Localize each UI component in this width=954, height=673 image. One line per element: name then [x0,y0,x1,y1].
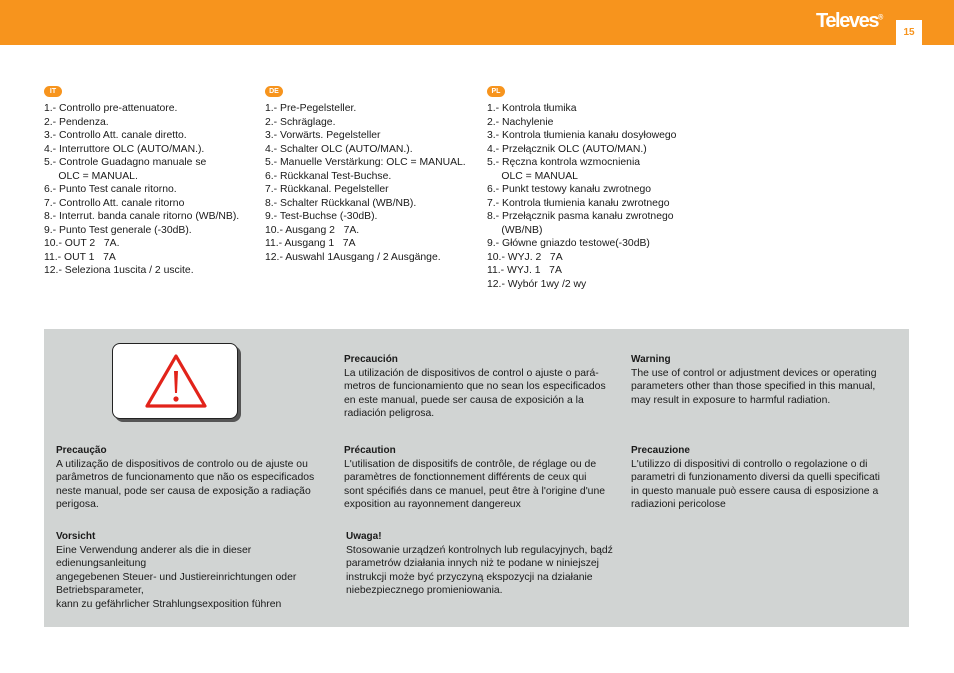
language-badge-de: DE [265,86,283,97]
control-list-de [265,102,466,264]
list-item: 11.- WYJ. 1 7A [487,265,562,276]
warning-pl-title: Uwaga! [346,531,382,542]
list-item: 6.- Rückkanal Test-Buchse. [265,170,392,182]
list-item: 9.- Test-Buchse (-30dB). [265,211,378,222]
warning-sign [112,343,238,419]
column-de [265,84,466,264]
page-number: 15 [896,20,922,45]
warning-pt [56,444,314,512]
brand-mark: ® [878,14,884,22]
warning-es-title: Precaución [344,354,398,365]
language-badge-it: IT [44,86,62,97]
list-item: 9.- Główne gniazdo testowe(-30dB) [487,238,650,249]
warning-de [56,530,296,611]
list-item: 3.- Kontrola tłumienia kanału dosyłowego [487,130,677,141]
list-item: 10.- Ausgang 2 7A. [265,224,360,236]
list-item: 10.- OUT 2 7A. [44,238,120,249]
list-item: 1.- Kontrola tłumika [487,103,577,114]
warning-pt-title: Precaução [56,445,107,456]
warning-triangle-icon [144,353,208,409]
warning-fr [344,444,605,512]
warning-it [631,444,880,512]
list-item: (WB/NB) [487,224,543,236]
list-item: 5.- Controle Guadagno manuale se [44,157,207,168]
language-badge-pl: PL [487,86,505,97]
warning-pl [346,530,613,598]
list-item: 5.- Manuelle Verstärkung: OLC = MANUAL. [265,157,466,168]
warning-en-text: The use of control or adjustment devices or operating parameters other than those specified in this manual, may result in exposure to harmful radiation. [631,367,877,406]
list-item: 12.- Auswahl 1Ausgang / 2 Ausgänge. [265,251,441,263]
warning-es [344,353,606,421]
list-item: 12.- Seleziona 1uscita / 2 uscite. [44,265,194,276]
list-item: 6.- Punkt testowy kanału zwrotnego [487,184,652,195]
list-item: 4.- Interruttore OLC (AUTO/MAN.). [44,143,205,155]
warning-fr-text: L'utilisation de dispositifs de contrôle, de réglage ou de paramètres de fonctionnement différents de ceux qui sont spécifiés dans ce manuel, peut être à l'origine d'une exposition au rayonnement dangereux [344,458,606,510]
list-item: 4.- Przełącznik OLC (AUTO/MAN.) [487,143,647,155]
warning-pt-text: A utilização de dispositivos de controlo ou de ajuste ou parâmetros de funcionamento que não os especificados neste manual, pode ser causa de exposição a radiação perigosa. [56,458,315,510]
list-item: 7.- Kontrola tłumienia kanału zwrotnego [487,197,670,209]
column-it [44,84,239,278]
list-item: 9.- Punto Test generale (-30dB). [44,224,192,236]
warning-it-text: L'utilizzo di dispositivi di controllo o regolazione o di parametri di funzionamento diversi da quelli specificati in questo manuale può essere causa di esposizione a radiazioni pericolose [631,458,880,510]
warning-panel [44,329,909,627]
warning-de-text: Eine Verwendung anderer als die in dieser edienungsanleitung angegebenen Steuer- und Justiereinrichtungen oder Betriebsparameter, kann zu gefährlicher Strahlungsexposition führen [56,544,297,610]
list-item: 12.- Wybór 1wy /2 wy [487,278,587,290]
list-item: 11.- OUT 1 7A [44,251,116,263]
warning-es-text: La utilización de dispositivos de control o ajuste o pará- metros de funcionamiento que no sean los especificados en este manual, puede ser causa de exposición a la radiación peligrosa. [344,367,606,419]
list-item: 6.- Punto Test canale ritorno. [44,184,177,195]
control-list-pl [487,102,676,291]
column-pl [487,84,676,291]
list-item: 7.- Controllo Att. canale ritorno [44,197,185,209]
list-item: 3.- Vorwärts. Pegelsteller [265,130,381,141]
warning-it-title: Precauzione [631,445,690,456]
control-list-it [44,102,239,278]
list-item: 8.- Schalter Rückkanal (WB/NB). [265,197,417,209]
header-bar [0,0,954,45]
brand-name: Televes [816,10,879,32]
warning-de-title: Vorsicht [56,531,96,542]
warning-fr-title: Précaution [344,445,396,456]
list-item: 1.- Pre-Pegelsteller. [265,103,357,114]
list-item: OLC = MANUAL [487,170,578,182]
list-item: 2.- Pendenza. [44,116,109,128]
list-item: 10.- WYJ. 2 7A [487,251,563,263]
warning-en [631,353,876,407]
list-item: OLC = MANUAL. [44,170,138,182]
list-item: 11.- Ausgang 1 7A [265,238,356,249]
list-item: 7.- Rückkanal. Pegelsteller [265,184,389,195]
list-item: 8.- Interrut. banda canale ritorno (WB/NB). [44,211,240,222]
list-item: 4.- Schalter OLC (AUTO/MAN.). [265,143,413,155]
list-item: 2.- Nachylenie [487,116,554,128]
warning-en-title: Warning [631,354,671,365]
brand-logo [816,10,883,33]
list-item: 5.- Ręczna kontrola wzmocnienia [487,157,641,168]
list-item: 8.- Przełącznik pasma kanału zwrotnego [487,211,674,222]
warning-pl-text: Stosowanie urządzeń kontrolnych lub regulacyjnych, bądź parametrów działania innych niż te podane w niniejszej instrukcji może być przyczyną ekspozycji na działanie niebezpiecznego promieniowania. [346,544,613,596]
list-item: 2.- Schräglage. [265,116,336,128]
list-item: 3.- Controllo Att. canale diretto. [44,130,187,141]
list-item: 1.- Controllo pre-attenuatore. [44,103,178,114]
